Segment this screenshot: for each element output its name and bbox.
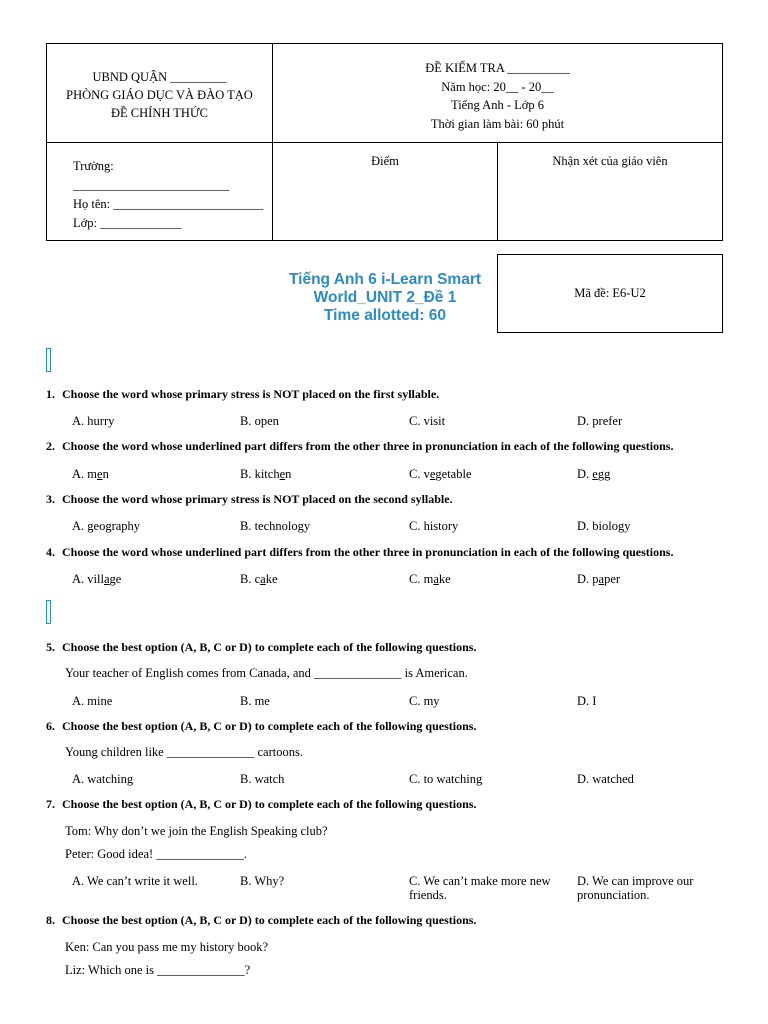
q4-option-b[interactable]: B. cake xyxy=(240,572,278,586)
q3-option-a[interactable]: A. geography xyxy=(72,519,141,533)
q1-option-d[interactable]: D. prefer xyxy=(577,414,623,428)
q7-option-a[interactable]: A. We can’t write it well. xyxy=(72,874,198,888)
district-line: UBND QUẬN _________ xyxy=(92,70,227,84)
subject-line: Tiếng Anh - Lớp 6 xyxy=(451,98,544,112)
q3-option-c[interactable]: C. history xyxy=(409,519,459,533)
q4-option-d[interactable]: D. paper xyxy=(577,572,621,586)
q6-option-b[interactable]: B. watch xyxy=(240,772,285,786)
header-left-cell xyxy=(46,43,273,143)
school-year-line: Năm học: 20__ - 20__ xyxy=(441,79,554,94)
question-5: 5. Choose the best option (A, B, C or D) to complete each of the following questions. xyxy=(46,640,477,654)
q6-option-c[interactable]: C. to watching xyxy=(409,772,483,786)
q4-option-c[interactable]: C. make xyxy=(409,572,451,586)
q8-stem-line-1: Ken: Can you pass me my history book? xyxy=(65,940,269,954)
department-line: PHÒNG GIÁO DỤC VÀ ĐÀO TẠO xyxy=(66,88,253,102)
exam-title-line: ĐỀ KIỂM TRA __________ xyxy=(425,61,570,75)
q7-option-b[interactable]: B. Why? xyxy=(240,874,285,888)
class-field: Lớp: _____________ xyxy=(73,216,182,230)
q5-stem: Your teacher of English comes from Canada, and ______________ is American. xyxy=(65,666,468,680)
q7-stem-line-1: Tom: Why don’t we join the English Speaking club? xyxy=(65,824,328,838)
question-4: 4. Choose the word whose underlined part differs from the other three in pronunciation in each of the following questions. xyxy=(46,545,674,559)
question-3: 3. Choose the word whose primary stress is NOT placed on the second syllable. xyxy=(46,492,453,506)
q5-option-d[interactable]: D. I xyxy=(577,694,597,708)
q6-stem: Young children like ______________ cartoons. xyxy=(65,745,303,759)
q8-stem-line-2: Liz: Which one is ______________? xyxy=(65,963,251,977)
q3-option-d[interactable]: D. biology xyxy=(577,519,631,533)
official-line: ĐỀ CHÍNH THỨC xyxy=(111,106,208,120)
question-2: 2. Choose the word whose underlined part differs from the other three in pronunciation in each of the following questions. xyxy=(46,439,674,453)
q4-option-a[interactable]: A. village xyxy=(72,572,122,586)
section-marker-2 xyxy=(46,600,51,624)
exam-code-box xyxy=(497,254,723,333)
title-line-2: World_UNIT 2_Đề 1 xyxy=(313,289,457,306)
title-line-1: Tiếng Anh 6 i-Learn Smart xyxy=(288,271,482,288)
q3-option-b[interactable]: B. technology xyxy=(240,519,311,533)
question-8: 8. Choose the best option (A, B, C or D) to complete each of the following questions. xyxy=(46,913,477,927)
q2-option-c[interactable]: C. vegetable xyxy=(409,467,472,481)
student-info-cell xyxy=(46,142,273,241)
header-right-cell xyxy=(272,43,723,143)
score-cell xyxy=(272,142,498,241)
section-marker-1 xyxy=(46,348,51,372)
comment-cell xyxy=(497,142,723,241)
score-label: Điểm xyxy=(371,154,399,168)
exam-code: Mã đề: E6-U2 xyxy=(574,286,646,300)
q1-option-b[interactable]: B. open xyxy=(240,414,279,428)
question-1: 1. Choose the word whose primary stress is NOT placed on the first syllable. xyxy=(46,387,440,401)
title-line-3: Time allotted: 60 xyxy=(323,307,447,324)
q7-option-c[interactable]: C. We can’t make more new friends. xyxy=(409,874,551,902)
q6-option-a[interactable]: A. watching xyxy=(72,772,134,786)
q7-stem-line-2: Peter: Good idea! ______________. xyxy=(65,847,247,861)
q6-option-d[interactable]: D. watched xyxy=(577,772,634,786)
question-7: 7. Choose the best option (A, B, C or D) to complete each of the following questions. xyxy=(46,797,477,811)
q2-option-a[interactable]: A. men xyxy=(72,467,109,481)
comment-label: Nhận xét của giáo viên xyxy=(552,154,668,168)
q5-option-a[interactable]: A. mine xyxy=(72,694,113,708)
name-field: Họ tên: ________________________ xyxy=(73,197,264,211)
q1-option-a[interactable]: A. hurry xyxy=(72,414,115,428)
q1-option-c[interactable]: C. visit xyxy=(409,414,446,428)
duration-line: Thời gian làm bài: 60 phút xyxy=(430,116,565,131)
question-6: 6. Choose the best option (A, B, C or D) to complete each of the following questions. xyxy=(46,719,477,733)
exam-title xyxy=(260,271,510,325)
q2-option-b[interactable]: B. kitchen xyxy=(240,467,292,481)
q5-option-b[interactable]: B. me xyxy=(240,694,270,708)
q2-option-d[interactable]: D. egg xyxy=(577,467,611,481)
q7-option-d[interactable]: D. We can improve our pronunciation. xyxy=(577,874,694,902)
school-field: _________________________ xyxy=(73,178,230,192)
q5-option-c[interactable]: C. my xyxy=(409,694,440,708)
school-label: Trường: xyxy=(73,159,114,173)
